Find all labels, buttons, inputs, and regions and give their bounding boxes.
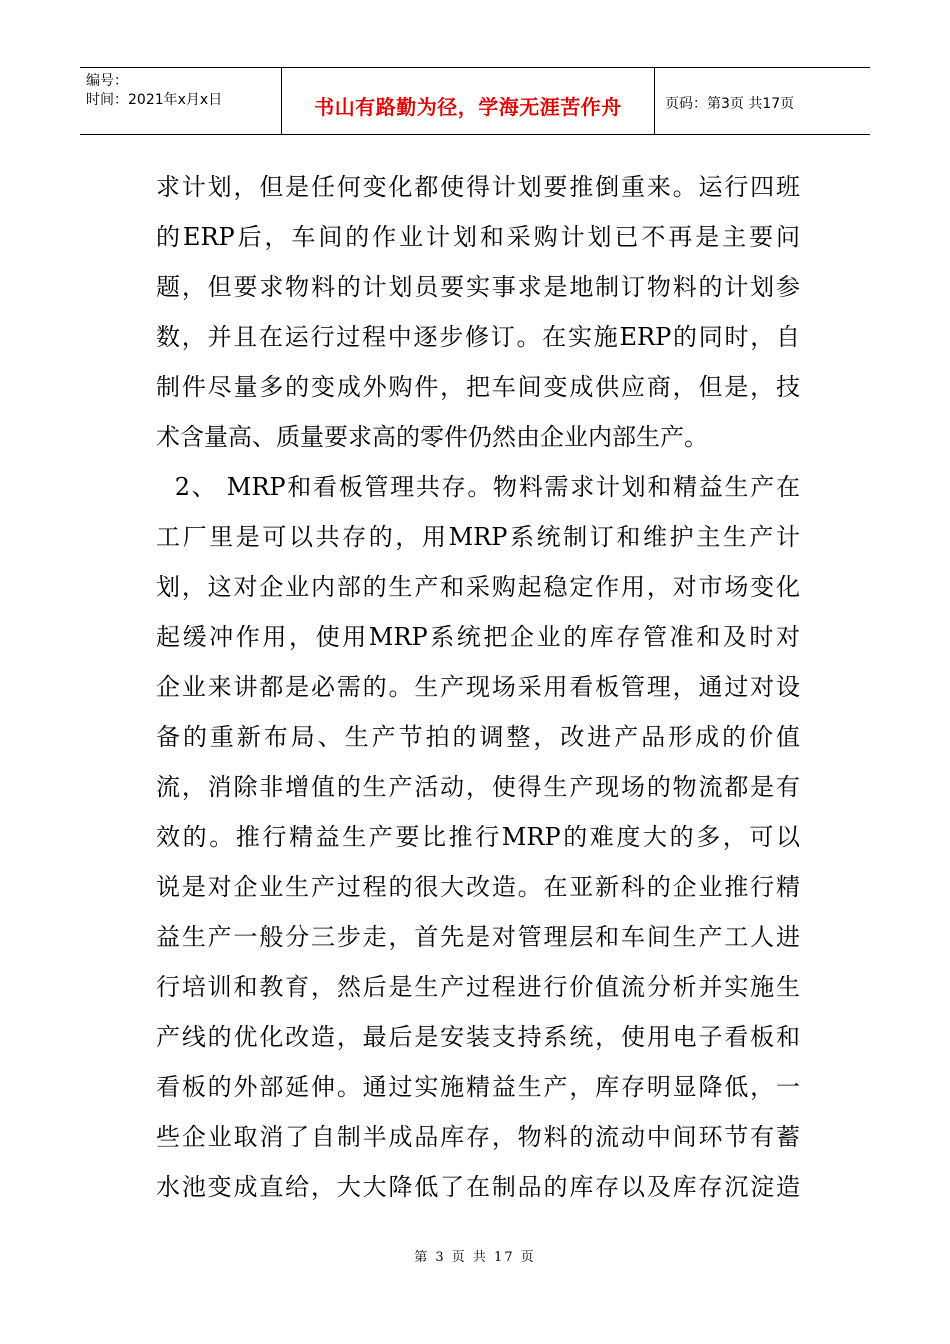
- body-line: 题，但要求物料的计划员要实事求是地制订物料的计划参: [156, 273, 800, 301]
- body-line: 的ERP后，车间的作业计划和采购计划已不再是主要问: [156, 223, 800, 251]
- body-line: 说是对企业生产过程的很大改造。在亚新科的企业推行精: [156, 873, 800, 901]
- header-motto: 书山有路勤为径，学海无涯苦作舟: [282, 68, 655, 134]
- body-line: 些企业取消了自制半成品库存，物料的流动中间环节有蓄: [156, 1123, 800, 1151]
- body-line: 效的。推行精益生产要比推行MRP的难度大的多，可以: [156, 823, 800, 851]
- body-line: 水池变成直给，大大降低了在制品的库存以及库存沉淀造: [156, 1173, 800, 1201]
- page-footer: 第 3 页 共 17 页: [414, 1250, 536, 1265]
- body-line: 益生产一般分三步走，首先是对管理层和车间生产工人进: [156, 923, 800, 951]
- body-line: 划，这对企业内部的生产和采购起稳定作用，对市场变化: [156, 573, 800, 601]
- document-time-label: 时间：2021年x月x日: [86, 92, 223, 108]
- header-meta: [80, 68, 282, 134]
- page-header: [80, 67, 870, 135]
- body-line: 术含量高、质量要求高的零件仍然由企业内部生产。: [156, 423, 708, 451]
- body-line: 行培训和教育，然后是生产过程进行价值流分析并实施生: [156, 973, 800, 1001]
- body-line: 产线的优化改造，最后是安装支持系统，使用电子看板和: [156, 1023, 800, 1051]
- body-line: 制件尽量多的变成外购件，把车间变成供应商，但是，技: [156, 373, 800, 401]
- body-line: 求计划，但是任何变化都使得计划要推倒重来。运行四班: [156, 173, 800, 201]
- body-line: 备的重新布局、生产节拍的调整，改进产品形成的价值: [156, 723, 800, 751]
- body-line: 看板的外部延伸。通过实施精益生产，库存明显降低，一: [156, 1073, 800, 1101]
- body-line: 企业来讲都是必需的。生产现场采用看板管理，通过对设: [156, 673, 800, 701]
- body-line: 起缓冲作用，使用MRP系统把企业的库存管准和及时对: [156, 623, 800, 651]
- document-body: [156, 162, 800, 1212]
- body-line: 数，并且在运行过程中逐步修订。在实施ERP的同时，自: [156, 323, 800, 351]
- body-line: 流，消除非增值的生产活动，使得生产现场的物流都是有: [156, 773, 800, 801]
- body-line: 工厂里是可以共存的，用MRP系统制订和维护主生产计: [156, 523, 800, 551]
- document-number-label: 编号：: [86, 73, 128, 89]
- body-line: 2、 MRP和看板管理共存。物料需求计划和精益生产在: [156, 473, 800, 501]
- header-page-info: 页码：第3页 共17页: [665, 96, 795, 112]
